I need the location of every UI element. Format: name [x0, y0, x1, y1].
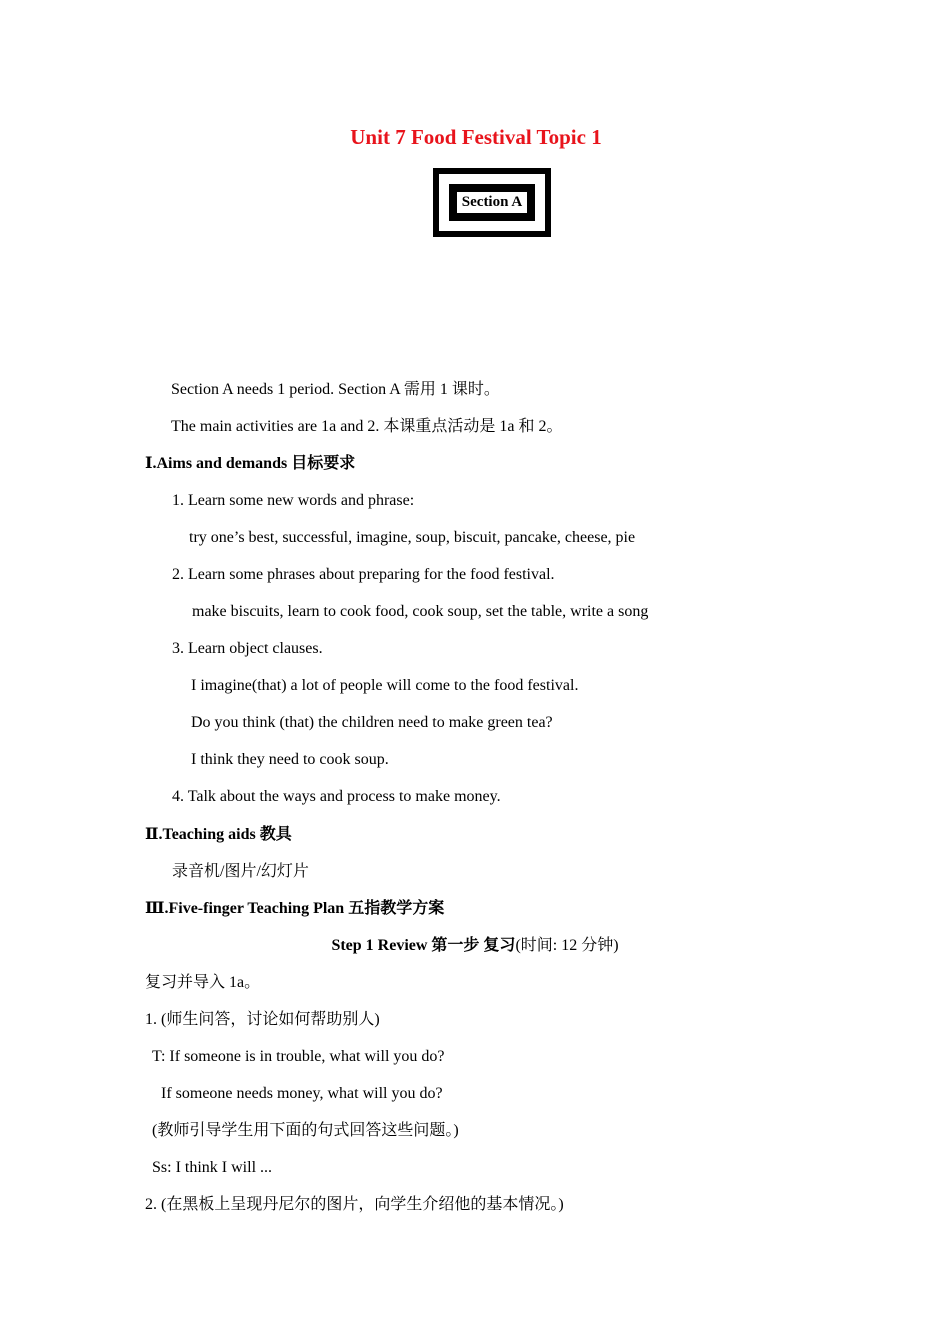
aims-heading: Ⅰ.Aims and demands 目标要求 — [145, 455, 356, 472]
aims-item-3-example-3: I think they need to cook soup. — [191, 751, 389, 768]
step-1-point-2: 2. (在黑板上呈现丹尼尔的图片，向学生介绍他的基本情况。) — [145, 1196, 564, 1213]
step-1-point-1: 1. (师生问答，讨论如何帮助别人) — [145, 1011, 380, 1028]
step-1-heading — [0, 935, 950, 957]
step-1-intro: 复习并导入 1a。 — [145, 974, 261, 991]
teacher-question-2: If someone needs money, what will you do? — [161, 1085, 443, 1102]
aims-item-3-example-2: Do you think (that) the children need to make green tea? — [191, 714, 553, 731]
aims-item-4: 4. Talk about the ways and process to make money. — [172, 788, 501, 805]
aids-heading: Ⅱ.Teaching aids 教具 — [145, 826, 292, 843]
section-badge-label: Section A — [455, 190, 529, 215]
step-1-time: (时间: 12 分钟) — [515, 937, 619, 954]
aims-item-3: 3. Learn object clauses. — [172, 640, 323, 657]
aims-item-3-example-1: I imagine(that) a lot of people will come to the food festival. — [191, 677, 579, 694]
aims-item-2-detail: make biscuits, learn to cook food, cook soup, set the table, write a song — [192, 603, 649, 620]
students-answer: Ss: I think I will ... — [152, 1159, 273, 1176]
section-badge — [433, 168, 551, 237]
intro-period: Section A needs 1 period. Section A 需用 1 课时。 — [171, 381, 500, 398]
aims-item-2: 2. Learn some phrases about preparing for the food festival. — [172, 566, 555, 583]
aims-item-1: 1. Learn some new words and phrase: — [172, 492, 415, 509]
intro-activities: The main activities are 1a and 2. 本课重点活动是 1a 和 2。 — [171, 418, 563, 435]
teacher-question-1: T: If someone is in trouble, what will you do? — [152, 1048, 445, 1065]
teacher-guidance-note: (教师引导学生用下面的句式回答这些问题。) — [152, 1122, 459, 1139]
aids-content: 录音机/图片/幻灯片 — [172, 863, 309, 880]
section-badge-inner-frame — [449, 184, 535, 221]
step-1-title: Step 1 Review 第一步 复习 — [331, 937, 516, 954]
document-title: Unit 7 Food Festival Topic 1 — [350, 125, 602, 149]
plan-heading: Ⅲ.Five-finger Teaching Plan 五指教学方案 — [145, 900, 445, 917]
aims-item-1-detail: try one’s best, successful, imagine, soup, biscuit, pancake, cheese, pie — [189, 529, 636, 546]
